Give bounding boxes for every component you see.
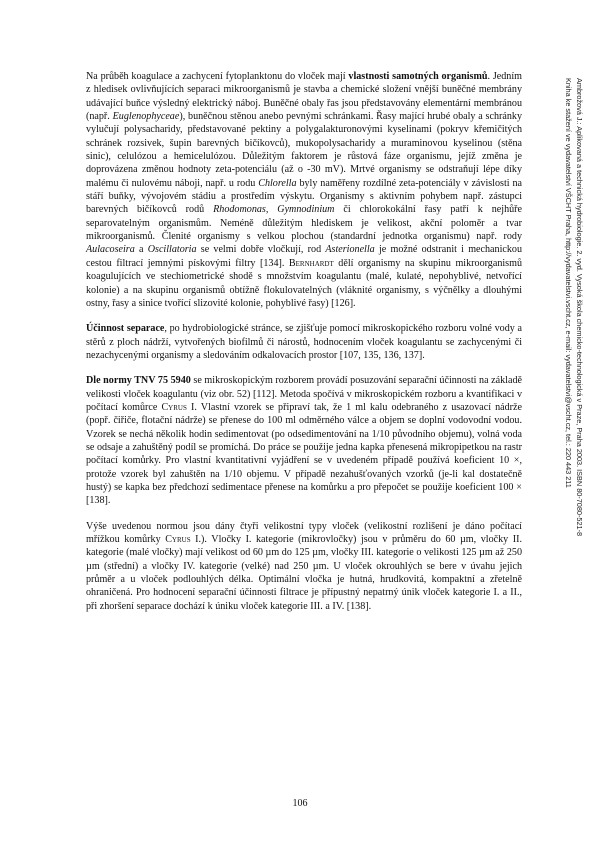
copyright-side-note [559, 78, 585, 678]
taxon-name: Aulacoseira [86, 244, 135, 256]
side-note-line: Kniha ke stažení ve vydavatelství VŠCHT Praha, http://vydavatelstvi.vscht.cz, e-mail: vydavatelstvi@vscht.cz, tel.: 220 443 211 [564, 78, 573, 488]
author-name: Bernhardt [288, 257, 334, 269]
chamber-name: Cyrus [161, 401, 187, 413]
taxon-name: Rhodomonas, Gymnodinium [213, 204, 335, 216]
paragraph-norm: Dle normy TNV 75 5940 se mikroskopickým rozborem provádí posuzování separační účinnosti na základě velikosti vloček koagulantu (viz obr. 52) [112]. Metoda spočívá v mikroskopickém rozboru a kvantifikaci v počítací komůrce Cyrus I. Vlastní vzorek se připraví tak, že 1 ml kalu odebraného z usazovací nádrže (popř. čiřiče, flotační nádrže) se přenese do 100 ml odměrného válce a objem se doplní vodovodní vodou. Vzorek se nechá několik hodin sedimentovat (po odsedimentování na 1/10 původního objemu), volná voda se odsaje a zahuštěný podíl se promíchá. Do práce se použije jedna kapka přenesená mikropipetkou na rastr počítací komůrky. Pro vlastní kvantitativní vyjádření se v uvedeném případě používá koeficient 10 ×, protože vzorek byl zahuštěn na 1/10 objemu. V případě nezahušťovaných vzorků (je-li kal dostatečně hustý) se kapka bez předchozí sedimentace přenese na komůrku a pro přepočet se použije koeficient 100 × [138]. [86, 375, 522, 507]
paragraph-organism-properties: Na průběh koagulace a zachycení fytoplanktonu do vloček mají vlastnosti samotných organismů. Jedním z hledisek ovlivňujících separaci mikroorganismů je stavba a chemické složení vnější buněčné membrány udávající buňce výsledný elektrický náboj. Buněčné obaly řas jsou představovány elementární membránou (např. Euglenophyceae), buněčnou stěnou anebo pevnými schránkami. Řasy mající hrubé obaly a schránky vylučují polysacharidy, představované pektiny a polygalakturonovými kyselinami (pokryv křemičitých schránek rozsivek, šupin barevných bičíkovců), mukopolysacharidy a muraminovou kyselinou (stěna sinic), celulózou a hemicelulózou. Důležitým faktorem je růstová fáze organismu, jejíž změna je doprovázena změnou hodnoty zeta-potenciálu (až o -30 mV). Mrtvé organismy se odstraňují lépe díky malému či nulovému náboji, např. u rodu Chlorella byly naměřeny rozdílné zeta-potenciály v závislosti na stáří buňky, vývojovém stádiu a prostředím výskytu. Organismy s aktivním pohybem např. zástupci barevných bičíkovců rodů Rhodomonas, Gymnodinium či chlorokokální řasy patří k nejhůře separovatelným organismům. Neméně důležitým hlediskem je velikost, akční poloměr a tvar mikroorganismů. Členité organismy s velkou plochou (standardní jednotka organismu) např. rody Aulacoseira a Oscillatoria se velmi dobře vločkují, rod Asterionella je možné odstranit i mechanickou cestou filtrací jemnými pískovými filtry [134]. Bernhardt dělí organismy na skupinu mikroorganismů koagulujících ve stechiometrické shodě s množstvím koagulantu (malé, kulaté, nepohyblivé, netvořící kolonie) a na skupinu organismů obtížně flokulovatelných (vláknité organismy, s výčnělky a dlouhými ostny, řasy a sinice tvořící slizovité kolonie, pohyblivé řasy) [126]. [86, 71, 523, 309]
taxon-name: Asterionella [325, 244, 375, 256]
side-note-line: Ambrožová J.: Aplikovaná a technická hydrobiologie. 2. vyd. Vysoká škola chemicko-technologická v Praze, Praha 2003. ISBN 80-7080-521-8 [575, 78, 584, 537]
chamber-name: Cyrus [165, 534, 191, 545]
bold-term: vlastnosti samotných organismů [348, 71, 488, 82]
paragraph-floc-categories: Výše uvedenou normou jsou dány čtyři velikostní typy vloček (velikostní rozlišení je dáno počítací mřížkou komůrky Cyrus I.). Vločky I. kategorie (mikrovločky) jsou v průměru do 60 µm, vločky II. kategorie (malé vločky) mají velikost od 60 µm do 125 µm, vločky III. kategorie o velikosti 125 µm až 250 µm (střední) a vločky IV. kategorie (velké) nad 250 µm. U vloček okrouhlých se bere v úvahu jejich průměr a u vloček podlouhlých délka. Optimální vločka je hutná, hrudkovitá, kompaktní a zřetelně ohraničená. Pro hodnocení separační účinnosti filtrace je přípustný nepatrný únik vloček kategorie I. a II., při zhoršení separace dochází k úniku vloček kategorie III. a IV. [138]. [86, 520, 522, 612]
side-note-container [559, 78, 585, 678]
taxon-name: Chlorella [258, 177, 297, 189]
taxon-name: Oscillatoria [147, 244, 197, 256]
paragraph-separation-efficiency: Účinnost separace, po hydrobiologické stránce, se zjišťuje pomocí mikroskopického rozboru volné vody a stěrů z ploch nádrží, vytvořených biofilmů či nárostů, hodnocením vloček koagulantu se zachycenými či nezachycenými organismy a sledováním odkalovacích prostor [107, 135, 136, 137]. [86, 323, 522, 361]
taxon-name: Euglenophyceae [112, 111, 180, 123]
bold-term: Účinnost separace [86, 323, 165, 335]
bold-term: Dle normy TNV 75 5940 [86, 375, 191, 387]
body-text [86, 70, 522, 625]
page-number: 106 [292, 798, 308, 809]
